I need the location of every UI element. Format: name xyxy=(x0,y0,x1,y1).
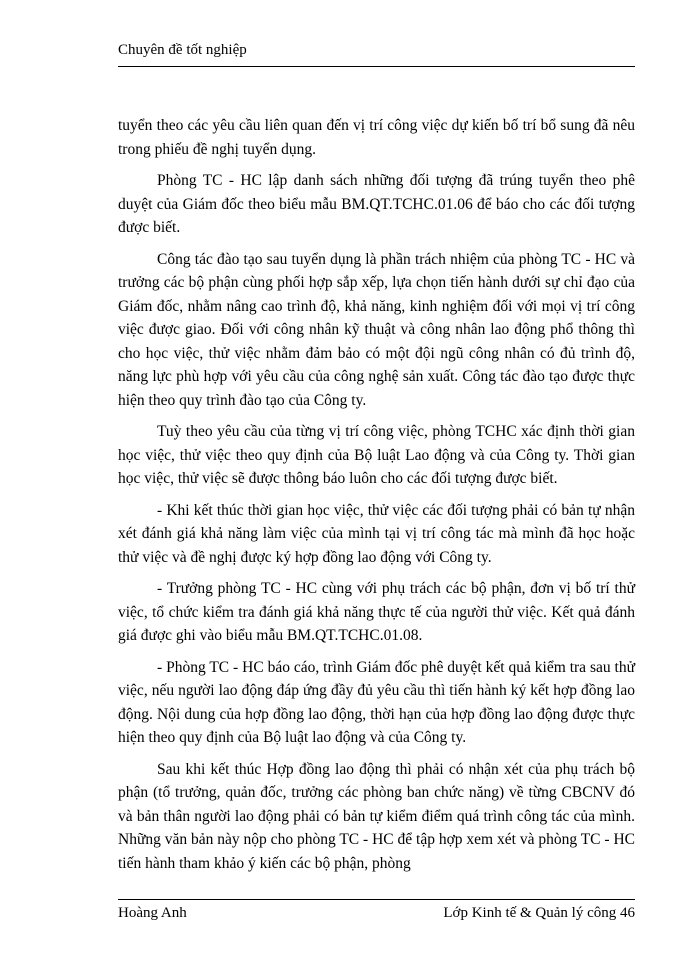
header-divider xyxy=(118,66,635,67)
document-header-title: Chuyên đề tốt nghiệp xyxy=(118,42,247,58)
paragraph-probation-time: Tuỳ theo yêu cầu của từng vị trí công việc, phòng TCHC xác định thời gian học việc, thử việc theo quy định của Bộ luật Lao động và của Công ty. Thời gian học việc, thử việc sẽ được thông báo luôn cho các đối tượng được biết. xyxy=(118,423,635,487)
paragraph-self-assessment: - Khi kết thúc thời gian học việc, thử việc các đối tượng phải có bản tự nhận xét đánh giá khả năng làm việc của mình tại vị trí công tác mà mình đã học hoặc thử việc và đề nghị được ký hợp đồng lao động với Công ty. xyxy=(118,501,635,566)
paragraph-contract-approval: - Phòng TC - HC báo cáo, trình Giám đốc phê duyệt kết quả kiểm tra sau thử việc, nếu người lao động đáp ứng đầy đủ yêu cầu thì tiến hành ký kết hợp đồng lao động. Nội dung của hợp đồng lao động, thời hạn của hợp đồng lao động được thực hiện theo quy định của Bộ luật lao động và của Công ty. xyxy=(118,658,635,746)
footer-author: Hoàng Anh xyxy=(118,905,187,921)
paragraph-contract-end: Sau khi kết thúc Hợp đồng lao động thì phải có nhận xét của phụ trách bộ phận (tổ trưởng, quản đốc, trưởng các phòng ban chức năng) về từng CBCNV đó và bản thân người lao động phải có bản tự kiểm điểm quá trình công tác của mình. Những văn bản này nộp cho phòng TC - HC để tập hợp xem xét và phòng TC - HC tiến hành tham khảo ý kiến các bộ phận, phòng xyxy=(118,760,635,872)
footer-divider xyxy=(118,899,635,900)
paragraph-evaluation: - Trưởng phòng TC - HC cùng với phụ trách các bộ phận, đơn vị bố trí thử việc, tổ chức kiểm tra đánh giá khả năng thực tế của người thử việc. Kết quả đánh giá được ghi vào biểu mẫu BM.QT.TCHC.01.08. xyxy=(118,580,635,644)
document-body xyxy=(118,114,635,883)
paragraph-training: Công tác đào tạo sau tuyển dụng là phần trách nhiệm của phòng TC - HC và trưởng các bộ phận cùng phối hợp sắp xếp, lựa chọn tiến hành dưới sự chỉ đạo của Giám đốc, nhằm nâng cao trình độ, khả năng, kinh nghiệm đối với mọi vị trí công việc được giao. Đối với công nhân kỹ thuật và công nhân lao động phổ thông thì cho học việc, thử việc nhằm đảm bảo có một đội ngũ công nhân có đủ trình độ, năng lực phù hợp với yêu cầu của công nghệ sản xuất. Công tác đào tạo được thực hiện theo quy trình đào tạo của Công ty. xyxy=(118,250,635,409)
footer-class-name: Lớp Kinh tế & Quản lý công 46 xyxy=(443,905,635,921)
paragraph-candidate-list: Phòng TC - HC lập danh sách những đối tượng đã trúng tuyển theo phê duyệt của Giám đốc theo biểu mẫu BM.QT.TCHC.01.06 để báo cho các đối tượng được biết. xyxy=(118,172,635,236)
paragraph-continuation: tuyển theo các yêu cầu liên quan đến vị trí công việc dự kiến bố trí bổ sung đã nêu trong phiếu đề nghị tuyển dụng. xyxy=(118,117,635,158)
